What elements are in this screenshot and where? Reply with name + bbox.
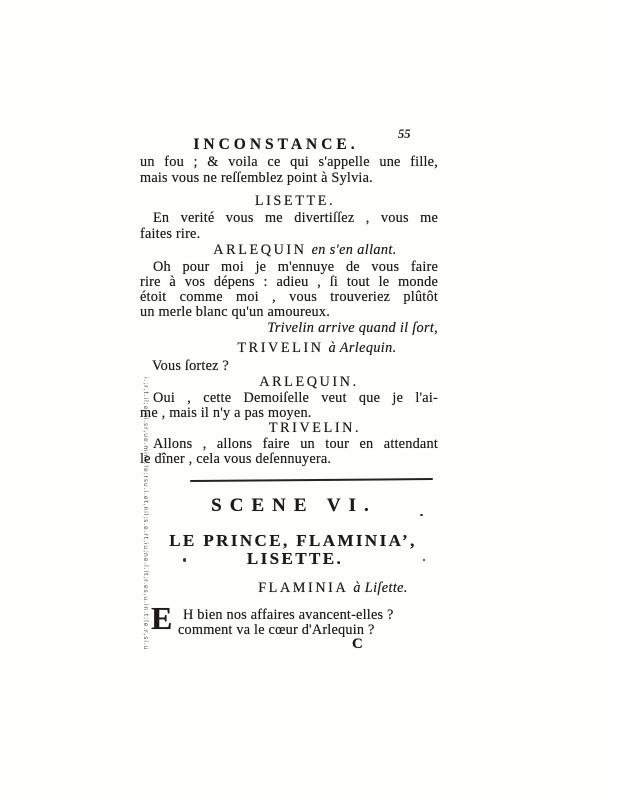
body-line: le dîner , cela vous deſennuyera. bbox=[140, 451, 332, 467]
page-number: 55 bbox=[398, 127, 411, 141]
section-rule bbox=[190, 478, 433, 482]
body-line: comment va le cœur d'Arlequin ? bbox=[178, 622, 375, 638]
speaker-name: TRIVELIN bbox=[237, 340, 324, 356]
speaker-stage-direction: en s'en allant. bbox=[311, 242, 397, 258]
body-line: me , mais il n'y a pas moyen. bbox=[140, 405, 312, 421]
margin-bleed-text: i.;r,t.il;e.ni.sr,ue.mint.le;rsu.i.et,nil;s.e.rt,iu;ne.l.it;r.es,u.in.t;le.r,si.u bbox=[142, 377, 149, 651]
running-head: INCONSTANCE. bbox=[193, 136, 359, 153]
body-line: un merle blanc qu'un amoureux. bbox=[140, 304, 331, 320]
body-line: En verité vous me divertiſſez , vous me bbox=[153, 210, 438, 226]
body-line: Vous ſortez ? bbox=[152, 358, 229, 374]
stage-direction: Trivelin arrive quand il ſort, bbox=[267, 320, 438, 336]
drop-cap: E bbox=[151, 600, 173, 636]
body-line: Oui , cette Demoiſelle veut que je l'ai- bbox=[153, 390, 438, 406]
speaker-name: ARLEQUIN bbox=[213, 242, 307, 258]
cast-list-line: LE PRINCE, FLAMINIA’, bbox=[169, 531, 417, 550]
speaker-heading bbox=[140, 375, 458, 390]
speaker-name: ARLEQUIN. bbox=[259, 374, 359, 390]
speaker-heading bbox=[140, 421, 464, 436]
signature-mark: C bbox=[352, 636, 364, 652]
scene-heading: SCENE VI. bbox=[211, 495, 377, 516]
ink-speck bbox=[183, 558, 186, 562]
body-line: un fou ; & voila ce qui s'appelle une fille, bbox=[140, 154, 438, 170]
body-line: étoit comme moi , vous trouveriez plûtôt bbox=[140, 289, 438, 305]
speaker-name: TRIVELIN. bbox=[268, 420, 362, 436]
body-line: faites rire. bbox=[140, 226, 201, 242]
body-line: H bien nos affaires avancent-elles ? bbox=[183, 607, 394, 623]
body-line: mais vous ne reſſemblez point à Sylvia. bbox=[140, 170, 373, 186]
speaker-heading bbox=[140, 341, 466, 356]
speaker-heading bbox=[140, 194, 444, 209]
body-line: Allons , allons faire un tour en attendant bbox=[153, 436, 438, 452]
ink-speck bbox=[423, 559, 425, 561]
text-column bbox=[140, 0, 438, 800]
speaker-heading bbox=[140, 581, 482, 596]
cast-list-line: LISETTE. bbox=[246, 549, 344, 568]
ink-speck bbox=[420, 514, 423, 516]
body-line: Oh pour moi je m'ennuye de vous faire bbox=[153, 259, 438, 275]
speaker-stage-direction: à Liſette. bbox=[353, 580, 408, 596]
body-line: rire à vos dépens : adieu , ſi tout le monde bbox=[140, 274, 438, 290]
speaker-name: LISETTE. bbox=[254, 193, 336, 209]
speaker-heading bbox=[140, 243, 454, 258]
speaker-stage-direction: à Arlequin. bbox=[328, 340, 397, 356]
speaker-name: FLAMINIA bbox=[258, 580, 349, 596]
